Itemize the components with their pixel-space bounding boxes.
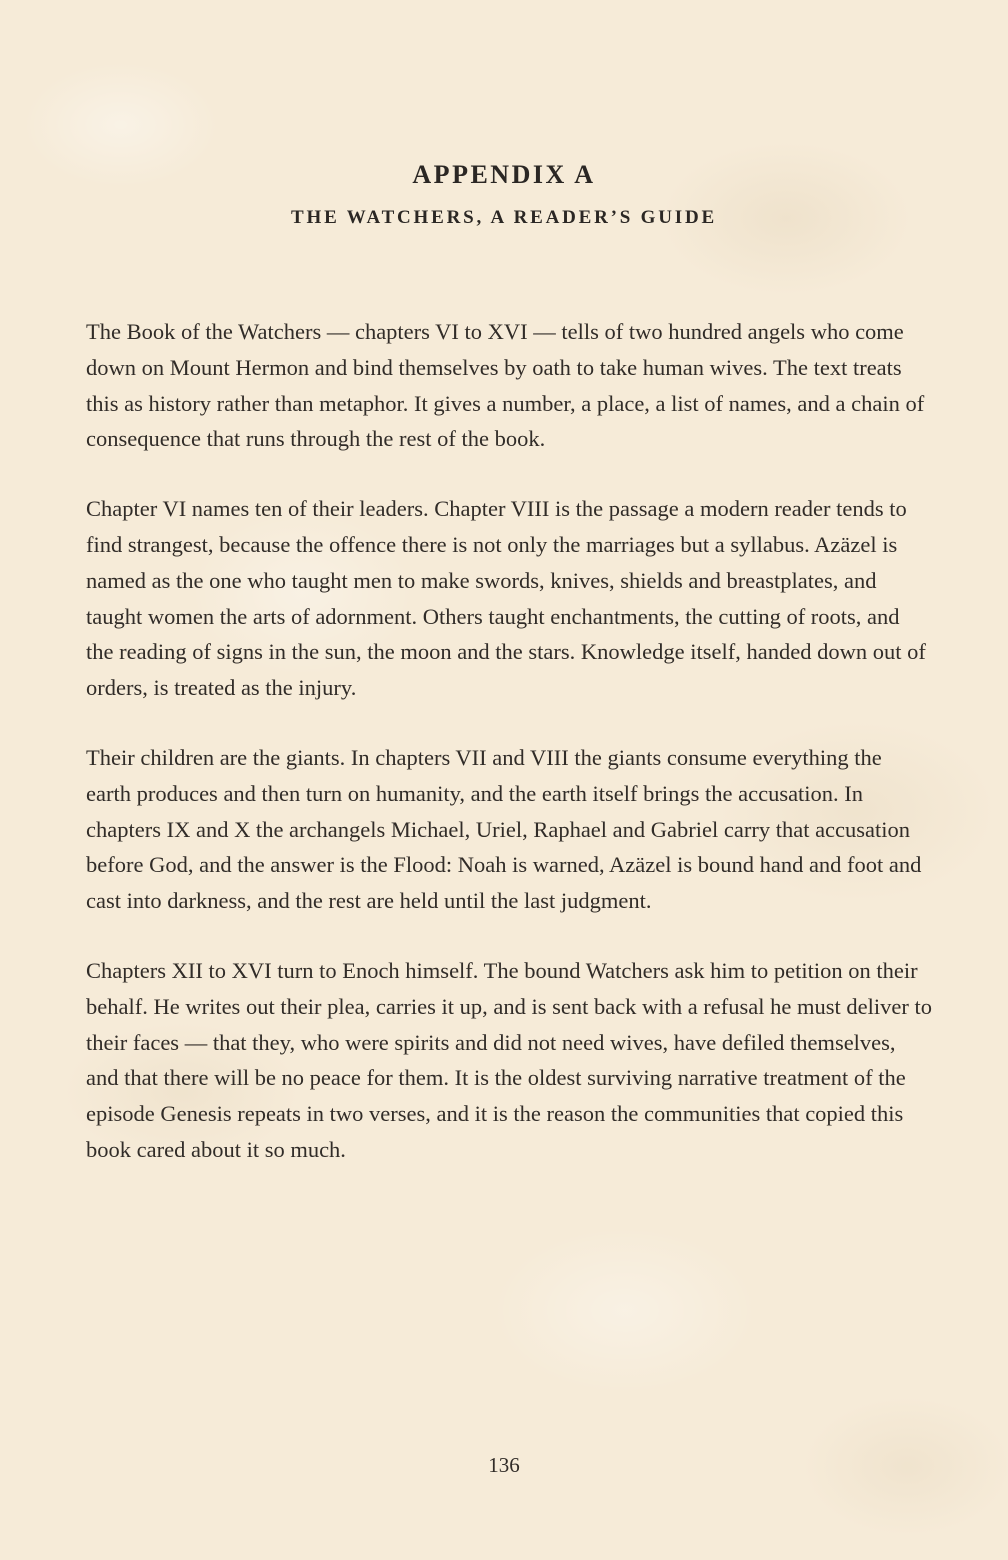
appendix-subtitle: THE WATCHERS, A READER’S GUIDE bbox=[291, 207, 717, 228]
page-number: 136 bbox=[488, 1453, 520, 1477]
paragraph-4: Chapters XII to XVI turn to Enoch himself. The bound Watchers ask him to petition on their behalf. He writes out their plea, carries it up, and is sent back with a refusal he must deliver to their faces — that they, who were spirits and did not need wives, have defiled themselves, and that there will be no peace for them. It is the oldest surviving narrative treatment of the episode Genesis repeats in two verses, and it is the reason the communities that copied this book cared about it so much. bbox=[86, 957, 932, 1162]
paragraph-2: Chapter VI names ten of their leaders. Chapter VIII is the passage a modern reader tends to find strangest, because the offence there is not only the marriages but a syllabus. Azäzel is named as the one who taught men to make swords, knives, shields and breastplates, and taught women the arts of adornment. Others taught enchantments, the cutting of roots, and the reading of signs in the sun, the moon and the stars. Knowledge itself, handed down out of orders, is treated as the injury. bbox=[86, 496, 926, 701]
paragraph-3: Their children are the giants. In chapters VII and VIII the giants consume everything the earth produces and then turn on humanity, and the earth itself brings the accusation. In chapters IX and X the archangels Michael, Uriel, Raphael and Gabriel carry that accusation before God, and the answer is the Flood: Noah is warned, Azäzel is bound hand and foot and cast into darkness, and the rest are held until the last judgment. bbox=[86, 744, 922, 914]
appendix-title: APPENDIX A bbox=[412, 160, 596, 189]
body-text bbox=[86, 314, 932, 1202]
paragraph-1: The Book of the Watchers — chapters VI to XVI — tells of two hundred angels who come down on Mount Hermon and bind themselves by oath to take human wives. The text treats this as history rather than metaphor. It gives a number, a place, a list of names, and a chain of consequence that runs through the rest of the book. bbox=[86, 319, 925, 452]
